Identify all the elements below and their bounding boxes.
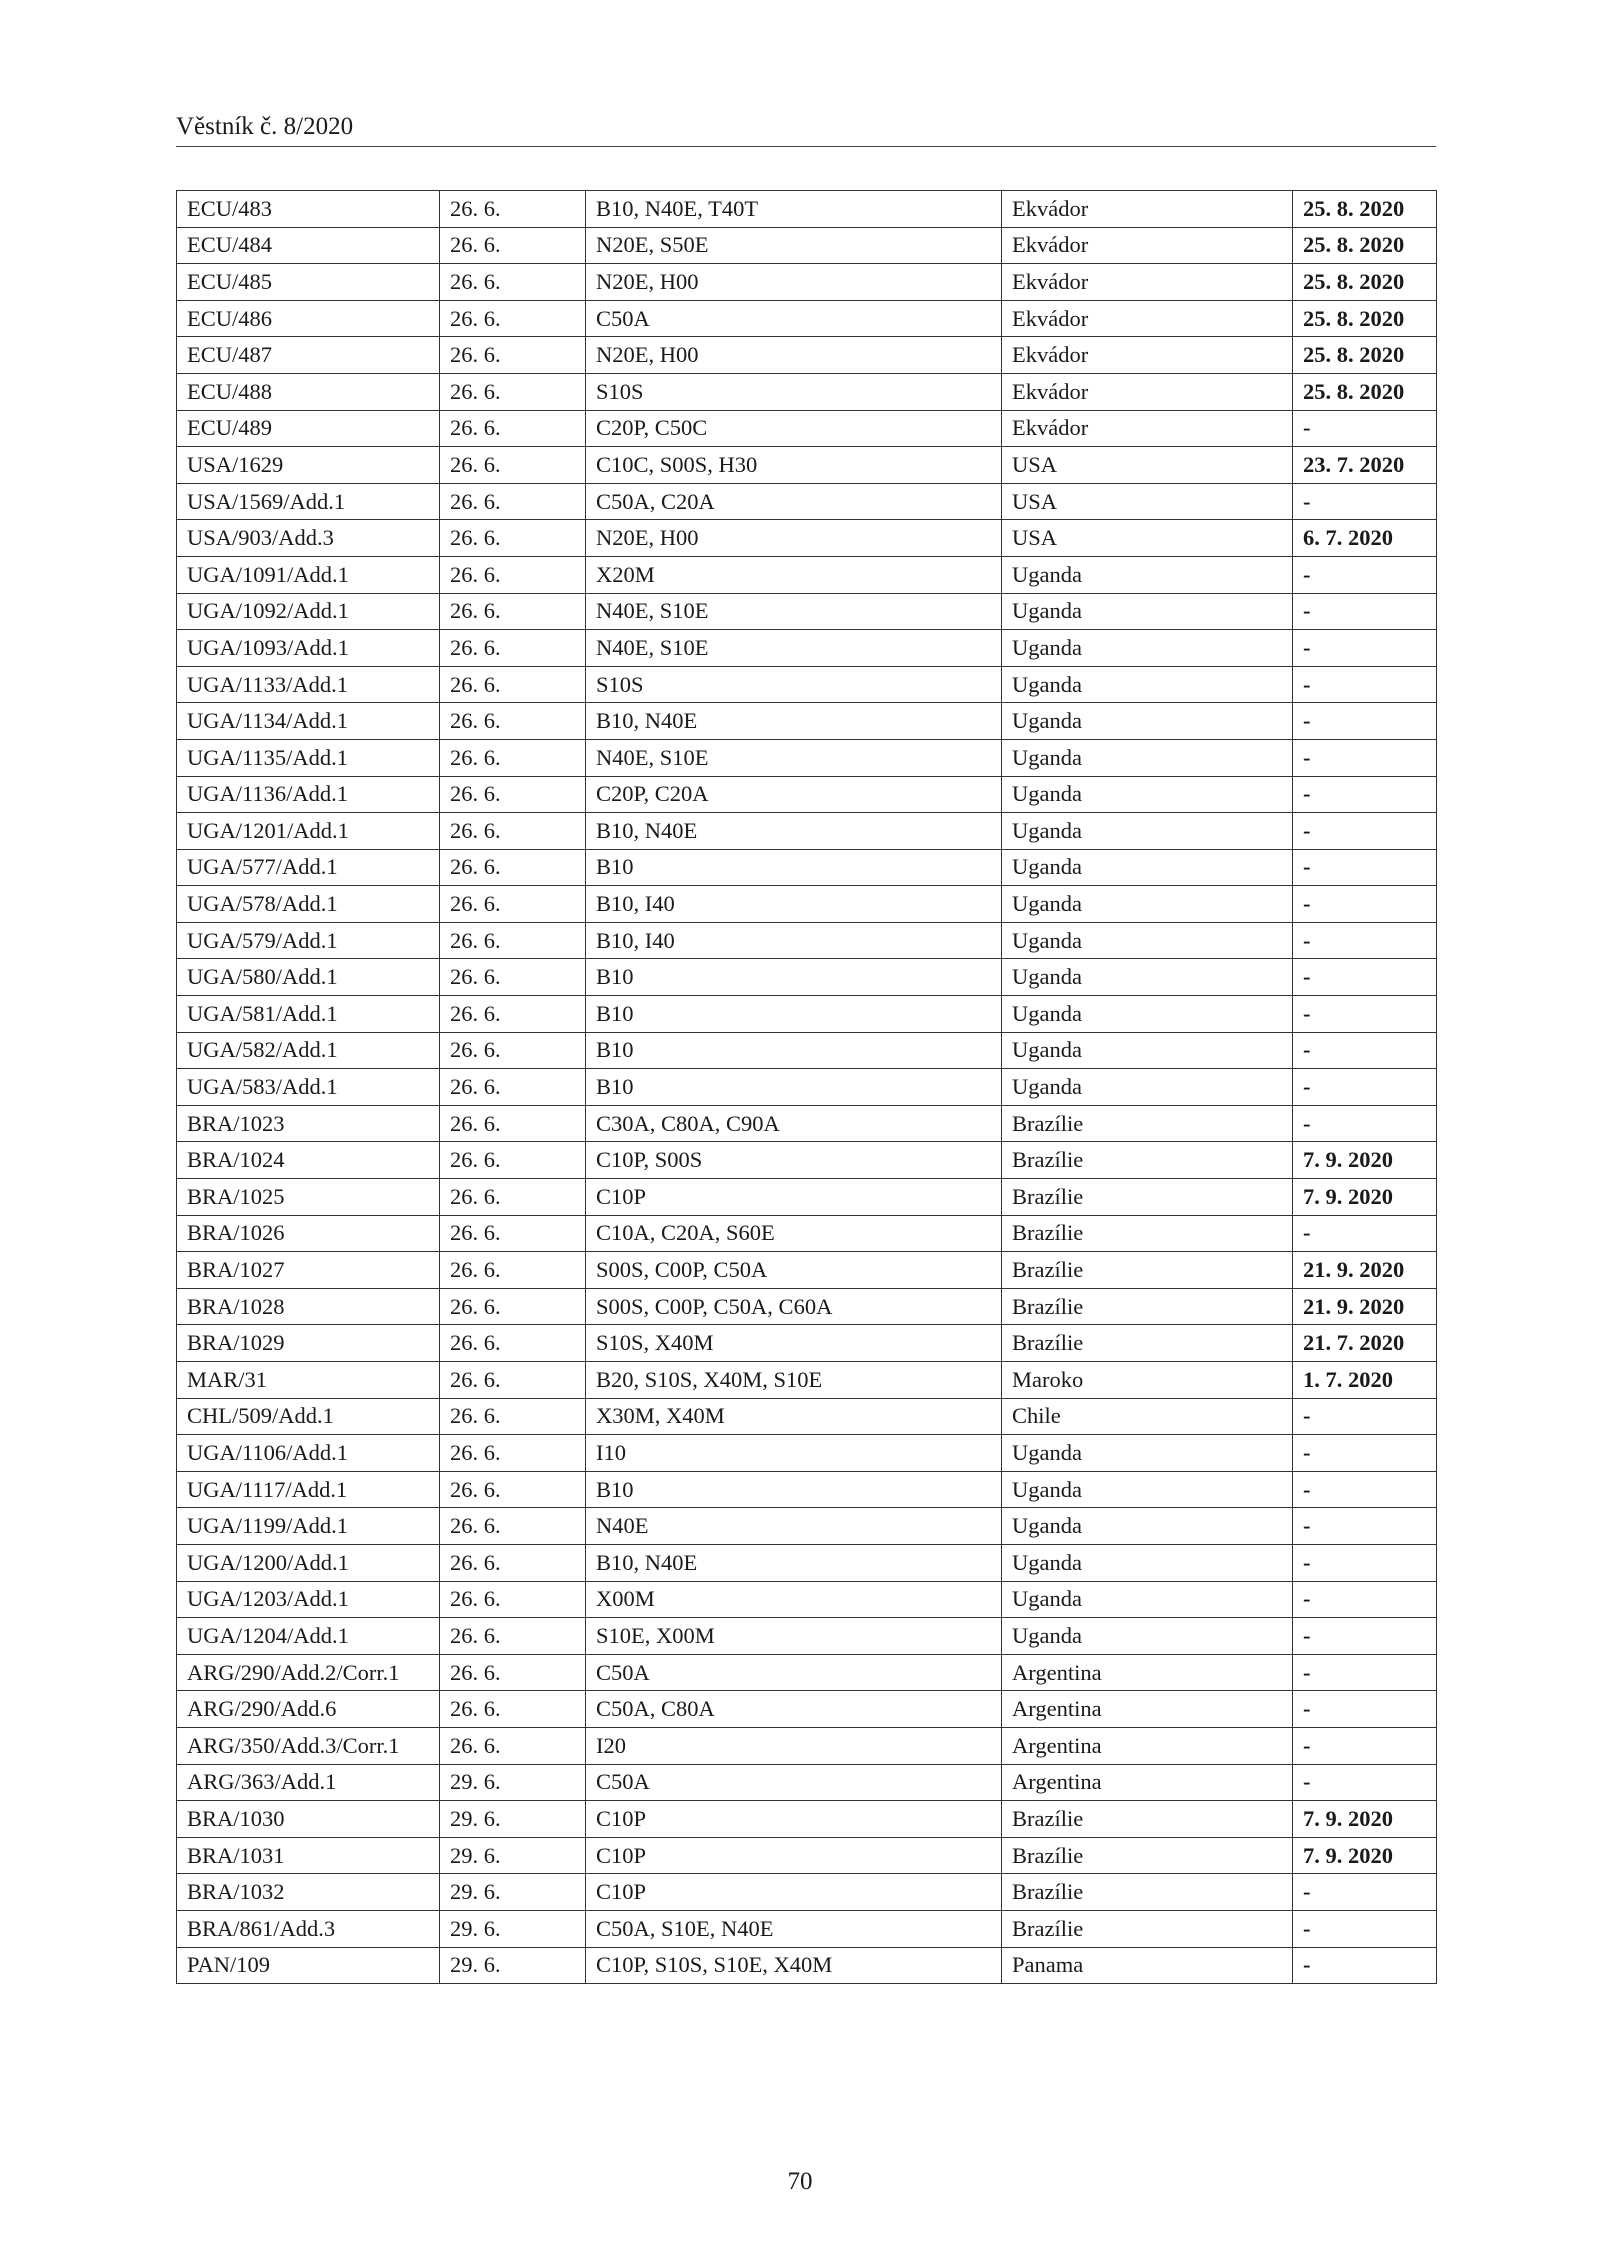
- table-row: [177, 1837, 1437, 1874]
- country-cell: Uganda: [1002, 556, 1293, 593]
- country-cell: Uganda: [1002, 1435, 1293, 1472]
- country-cell: Ekvádor: [1002, 264, 1293, 301]
- notification-date-cell: 26. 6.: [440, 593, 586, 630]
- table-row: [177, 1764, 1437, 1801]
- country-cell: Brazílie: [1002, 1252, 1293, 1289]
- product-code-cell: C30A, C80A, C90A: [586, 1105, 1002, 1142]
- document-code-cell: USA/1629: [177, 447, 440, 484]
- document-code-cell: UGA/1203/Add.1: [177, 1581, 440, 1618]
- comment-deadline-cell: 25. 8. 2020: [1293, 227, 1437, 264]
- country-cell: Uganda: [1002, 922, 1293, 959]
- comment-deadline-cell: -: [1293, 1105, 1437, 1142]
- country-cell: Brazílie: [1002, 1801, 1293, 1838]
- document-code-cell: ECU/483: [177, 191, 440, 228]
- product-code-cell: C50A, C80A: [586, 1691, 1002, 1728]
- country-cell: Uganda: [1002, 1544, 1293, 1581]
- comment-deadline-cell: -: [1293, 1398, 1437, 1435]
- notification-date-cell: 26. 6.: [440, 703, 586, 740]
- document-code-cell: UGA/1091/Add.1: [177, 556, 440, 593]
- document-code-cell: ARG/290/Add.6: [177, 1691, 440, 1728]
- product-code-cell: X30M, X40M: [586, 1398, 1002, 1435]
- product-code-cell: S10S: [586, 666, 1002, 703]
- product-code-cell: X00M: [586, 1581, 1002, 1618]
- country-cell: Argentina: [1002, 1727, 1293, 1764]
- product-code-cell: N40E: [586, 1508, 1002, 1545]
- country-cell: Argentina: [1002, 1654, 1293, 1691]
- document-code-cell: UGA/583/Add.1: [177, 1069, 440, 1106]
- comment-deadline-cell: -: [1293, 739, 1437, 776]
- comment-deadline-cell: 25. 8. 2020: [1293, 264, 1437, 301]
- product-code-cell: C20P, C50C: [586, 410, 1002, 447]
- comment-deadline-cell: -: [1293, 1069, 1437, 1106]
- product-code-cell: C10P: [586, 1837, 1002, 1874]
- table-row: [177, 1508, 1437, 1545]
- country-cell: Ekvádor: [1002, 373, 1293, 410]
- notification-date-cell: 26. 6.: [440, 1727, 586, 1764]
- notification-date-cell: 26. 6.: [440, 1288, 586, 1325]
- country-cell: Uganda: [1002, 849, 1293, 886]
- table-row: [177, 776, 1437, 813]
- comment-deadline-cell: -: [1293, 1471, 1437, 1508]
- bulletin-title: Věstník č. 8/2020: [176, 113, 354, 140]
- product-code-cell: B10, N40E, T40T: [586, 191, 1002, 228]
- notification-date-cell: 26. 6.: [440, 739, 586, 776]
- product-code-cell: B10: [586, 1069, 1002, 1106]
- document-code-cell: BRA/1028: [177, 1288, 440, 1325]
- notification-date-cell: 26. 6.: [440, 1618, 586, 1655]
- table-row: [177, 337, 1437, 374]
- document-code-cell: ECU/485: [177, 264, 440, 301]
- notification-date-cell: 26. 6.: [440, 813, 586, 850]
- country-cell: Brazílie: [1002, 1837, 1293, 1874]
- comment-deadline-cell: -: [1293, 1910, 1437, 1947]
- document-code-cell: UGA/1201/Add.1: [177, 813, 440, 850]
- comment-deadline-cell: -: [1293, 922, 1437, 959]
- country-cell: Ekvádor: [1002, 191, 1293, 228]
- country-cell: Maroko: [1002, 1362, 1293, 1399]
- country-cell: Uganda: [1002, 739, 1293, 776]
- product-code-cell: S10E, X00M: [586, 1618, 1002, 1655]
- notification-date-cell: 26. 6.: [440, 959, 586, 996]
- table-row: [177, 1654, 1437, 1691]
- table-row: [177, 447, 1437, 484]
- product-code-cell: N20E, S50E: [586, 227, 1002, 264]
- document-code-cell: UGA/579/Add.1: [177, 922, 440, 959]
- table-row: [177, 1581, 1437, 1618]
- comment-deadline-cell: -: [1293, 886, 1437, 923]
- notification-date-cell: 26. 6.: [440, 410, 586, 447]
- document-code-cell: BRA/1025: [177, 1179, 440, 1216]
- notification-date-cell: 26. 6.: [440, 1215, 586, 1252]
- country-cell: Uganda: [1002, 1618, 1293, 1655]
- comment-deadline-cell: -: [1293, 1544, 1437, 1581]
- product-code-cell: C50A: [586, 300, 1002, 337]
- country-cell: Brazílie: [1002, 1142, 1293, 1179]
- comment-deadline-cell: 25. 8. 2020: [1293, 191, 1437, 228]
- document-code-cell: UGA/1134/Add.1: [177, 703, 440, 740]
- comment-deadline-cell: 6. 7. 2020: [1293, 520, 1437, 557]
- country-cell: Argentina: [1002, 1691, 1293, 1728]
- document-code-cell: UGA/1093/Add.1: [177, 630, 440, 667]
- table-row: [177, 666, 1437, 703]
- table-row: [177, 373, 1437, 410]
- notification-date-cell: 26. 6.: [440, 1105, 586, 1142]
- comment-deadline-cell: -: [1293, 483, 1437, 520]
- product-code-cell: N20E, H00: [586, 520, 1002, 557]
- product-code-cell: C10A, C20A, S60E: [586, 1215, 1002, 1252]
- document-code-cell: ECU/486: [177, 300, 440, 337]
- notification-date-cell: 26. 6.: [440, 886, 586, 923]
- country-cell: Uganda: [1002, 886, 1293, 923]
- product-code-cell: N20E, H00: [586, 264, 1002, 301]
- document-code-cell: UGA/580/Add.1: [177, 959, 440, 996]
- product-code-cell: B10: [586, 959, 1002, 996]
- notification-date-cell: 26. 6.: [440, 1325, 586, 1362]
- country-cell: Brazílie: [1002, 1179, 1293, 1216]
- table-row: [177, 593, 1437, 630]
- notification-date-cell: 26. 6.: [440, 1691, 586, 1728]
- table-row: [177, 922, 1437, 959]
- table-row: [177, 1801, 1437, 1838]
- document-code-cell: UGA/577/Add.1: [177, 849, 440, 886]
- notification-date-cell: 29. 6.: [440, 1910, 586, 1947]
- table-row: [177, 556, 1437, 593]
- comment-deadline-cell: -: [1293, 1032, 1437, 1069]
- table-row: [177, 1471, 1437, 1508]
- product-code-cell: B10: [586, 996, 1002, 1033]
- country-cell: Ekvádor: [1002, 337, 1293, 374]
- comment-deadline-cell: -: [1293, 1618, 1437, 1655]
- table-row: [177, 1727, 1437, 1764]
- country-cell: Ekvádor: [1002, 300, 1293, 337]
- comment-deadline-cell: -: [1293, 813, 1437, 850]
- notification-date-cell: 26. 6.: [440, 520, 586, 557]
- product-code-cell: N40E, S10E: [586, 630, 1002, 667]
- product-code-cell: B10: [586, 1471, 1002, 1508]
- table-row: [177, 1544, 1437, 1581]
- product-code-cell: N40E, S10E: [586, 739, 1002, 776]
- notification-date-cell: 26. 6.: [440, 849, 586, 886]
- comment-deadline-cell: -: [1293, 959, 1437, 996]
- notification-date-cell: 26. 6.: [440, 630, 586, 667]
- product-code-cell: S00S, C00P, C50A, C60A: [586, 1288, 1002, 1325]
- document-code-cell: BRA/1024: [177, 1142, 440, 1179]
- notification-date-cell: 26. 6.: [440, 447, 586, 484]
- country-cell: USA: [1002, 447, 1293, 484]
- product-code-cell: I10: [586, 1435, 1002, 1472]
- notification-date-cell: 26. 6.: [440, 1032, 586, 1069]
- comment-deadline-cell: -: [1293, 776, 1437, 813]
- comment-deadline-cell: -: [1293, 996, 1437, 1033]
- document-code-cell: UGA/1106/Add.1: [177, 1435, 440, 1472]
- document-code-cell: MAR/31: [177, 1362, 440, 1399]
- product-code-cell: C50A, S10E, N40E: [586, 1910, 1002, 1947]
- comment-deadline-cell: 23. 7. 2020: [1293, 447, 1437, 484]
- table-row: [177, 1252, 1437, 1289]
- document-code-cell: UGA/1136/Add.1: [177, 776, 440, 813]
- comment-deadline-cell: -: [1293, 1508, 1437, 1545]
- table-row: [177, 520, 1437, 557]
- comment-deadline-cell: -: [1293, 1947, 1437, 1984]
- country-cell: Brazílie: [1002, 1874, 1293, 1911]
- notification-date-cell: 26. 6.: [440, 191, 586, 228]
- comment-deadline-cell: -: [1293, 1581, 1437, 1618]
- table-row: [177, 886, 1437, 923]
- table-row: [177, 1362, 1437, 1399]
- comment-deadline-cell: 21. 9. 2020: [1293, 1252, 1437, 1289]
- table-row: [177, 1032, 1437, 1069]
- comment-deadline-cell: 7. 9. 2020: [1293, 1801, 1437, 1838]
- table-row: [177, 813, 1437, 850]
- comment-deadline-cell: -: [1293, 849, 1437, 886]
- product-code-cell: S00S, C00P, C50A: [586, 1252, 1002, 1289]
- table-row: [177, 1215, 1437, 1252]
- product-code-cell: B10, N40E: [586, 1544, 1002, 1581]
- product-code-cell: N40E, S10E: [586, 593, 1002, 630]
- document-code-cell: ECU/484: [177, 227, 440, 264]
- country-cell: Argentina: [1002, 1764, 1293, 1801]
- country-cell: Uganda: [1002, 666, 1293, 703]
- notification-date-cell: 26. 6.: [440, 1252, 586, 1289]
- country-cell: Panama: [1002, 1947, 1293, 1984]
- country-cell: Uganda: [1002, 813, 1293, 850]
- product-code-cell: S10S: [586, 373, 1002, 410]
- document-code-cell: ARG/290/Add.2/Corr.1: [177, 1654, 440, 1691]
- comment-deadline-cell: 7. 9. 2020: [1293, 1142, 1437, 1179]
- notification-date-cell: 29. 6.: [440, 1837, 586, 1874]
- notification-date-cell: 26. 6.: [440, 556, 586, 593]
- comment-deadline-cell: 21. 7. 2020: [1293, 1325, 1437, 1362]
- product-code-cell: C10C, S00S, H30: [586, 447, 1002, 484]
- product-code-cell: C50A: [586, 1764, 1002, 1801]
- table-row: [177, 1398, 1437, 1435]
- document-code-cell: BRA/1029: [177, 1325, 440, 1362]
- comment-deadline-cell: -: [1293, 556, 1437, 593]
- document-code-cell: USA/1569/Add.1: [177, 483, 440, 520]
- country-cell: USA: [1002, 483, 1293, 520]
- country-cell: Brazílie: [1002, 1325, 1293, 1362]
- country-cell: Chile: [1002, 1398, 1293, 1435]
- comment-deadline-cell: -: [1293, 630, 1437, 667]
- table-row: [177, 1947, 1437, 1984]
- comment-deadline-cell: -: [1293, 1215, 1437, 1252]
- country-cell: Uganda: [1002, 996, 1293, 1033]
- country-cell: Brazílie: [1002, 1910, 1293, 1947]
- table-row: [177, 410, 1437, 447]
- product-code-cell: B10: [586, 849, 1002, 886]
- product-code-cell: B10, N40E: [586, 813, 1002, 850]
- table-row: [177, 1618, 1437, 1655]
- country-cell: Ekvádor: [1002, 227, 1293, 264]
- product-code-cell: C20P, C20A: [586, 776, 1002, 813]
- table-row: [177, 996, 1437, 1033]
- notification-date-cell: 26. 6.: [440, 1179, 586, 1216]
- document-code-cell: USA/903/Add.3: [177, 520, 440, 557]
- product-code-cell: B10, I40: [586, 886, 1002, 923]
- table-row: [177, 483, 1437, 520]
- notification-date-cell: 26. 6.: [440, 373, 586, 410]
- product-code-cell: C50A: [586, 1654, 1002, 1691]
- document-code-cell: UGA/581/Add.1: [177, 996, 440, 1033]
- comment-deadline-cell: -: [1293, 666, 1437, 703]
- notification-date-cell: 26. 6.: [440, 1362, 586, 1399]
- country-cell: Ekvádor: [1002, 410, 1293, 447]
- notification-date-cell: 26. 6.: [440, 1508, 586, 1545]
- notification-date-cell: 26. 6.: [440, 1069, 586, 1106]
- product-code-cell: C10P, S00S: [586, 1142, 1002, 1179]
- comment-deadline-cell: -: [1293, 1435, 1437, 1472]
- product-code-cell: C10P: [586, 1801, 1002, 1838]
- document-code-cell: BRA/1027: [177, 1252, 440, 1289]
- product-code-cell: C50A, C20A: [586, 483, 1002, 520]
- notification-table-body: [177, 191, 1437, 1984]
- comment-deadline-cell: 7. 9. 2020: [1293, 1837, 1437, 1874]
- notification-date-cell: 29. 6.: [440, 1801, 586, 1838]
- document-code-cell: UGA/1133/Add.1: [177, 666, 440, 703]
- notification-date-cell: 26. 6.: [440, 1142, 586, 1179]
- comment-deadline-cell: -: [1293, 410, 1437, 447]
- comment-deadline-cell: -: [1293, 703, 1437, 740]
- table-row: [177, 1179, 1437, 1216]
- document-code-cell: UGA/1204/Add.1: [177, 1618, 440, 1655]
- product-code-cell: B10, N40E: [586, 703, 1002, 740]
- table-row: [177, 191, 1437, 228]
- document-code-cell: BRA/1030: [177, 1801, 440, 1838]
- notification-date-cell: 26. 6.: [440, 1471, 586, 1508]
- notification-date-cell: 26. 6.: [440, 666, 586, 703]
- document-code-cell: ECU/489: [177, 410, 440, 447]
- product-code-cell: B20, S10S, X40M, S10E: [586, 1362, 1002, 1399]
- country-cell: Brazílie: [1002, 1288, 1293, 1325]
- document-code-cell: ECU/487: [177, 337, 440, 374]
- notification-date-cell: 26. 6.: [440, 922, 586, 959]
- document-code-cell: ECU/488: [177, 373, 440, 410]
- document-code-cell: UGA/1092/Add.1: [177, 593, 440, 630]
- country-cell: Uganda: [1002, 1069, 1293, 1106]
- product-code-cell: C10P: [586, 1179, 1002, 1216]
- notification-date-cell: 26. 6.: [440, 1654, 586, 1691]
- document-code-cell: UGA/582/Add.1: [177, 1032, 440, 1069]
- table-row: [177, 1435, 1437, 1472]
- document-code-cell: PAN/109: [177, 1947, 440, 1984]
- table-row: [177, 227, 1437, 264]
- table-row: [177, 703, 1437, 740]
- page-header: [176, 112, 1436, 147]
- comment-deadline-cell: 25. 8. 2020: [1293, 300, 1437, 337]
- document-code-cell: BRA/1023: [177, 1105, 440, 1142]
- product-code-cell: C10P: [586, 1874, 1002, 1911]
- page-number: 70: [787, 2168, 813, 2195]
- product-code-cell: I20: [586, 1727, 1002, 1764]
- document-code-cell: BRA/1032: [177, 1874, 440, 1911]
- comment-deadline-cell: 7. 9. 2020: [1293, 1179, 1437, 1216]
- table-row: [177, 739, 1437, 776]
- table-row: [177, 1288, 1437, 1325]
- product-code-cell: C10P, S10S, S10E, X40M: [586, 1947, 1002, 1984]
- notification-date-cell: 26. 6.: [440, 1544, 586, 1581]
- comment-deadline-cell: 21. 9. 2020: [1293, 1288, 1437, 1325]
- document-code-cell: UGA/1200/Add.1: [177, 1544, 440, 1581]
- table-row: [177, 630, 1437, 667]
- document-code-cell: UGA/1199/Add.1: [177, 1508, 440, 1545]
- table-row: [177, 1691, 1437, 1728]
- country-cell: Uganda: [1002, 1032, 1293, 1069]
- document-code-cell: BRA/861/Add.3: [177, 1910, 440, 1947]
- product-code-cell: B10, I40: [586, 922, 1002, 959]
- document-code-cell: ARG/363/Add.1: [177, 1764, 440, 1801]
- notification-date-cell: 26. 6.: [440, 264, 586, 301]
- country-cell: USA: [1002, 520, 1293, 557]
- table-row: [177, 1874, 1437, 1911]
- table-row: [177, 1325, 1437, 1362]
- country-cell: Uganda: [1002, 776, 1293, 813]
- table-row: [177, 1910, 1437, 1947]
- notification-date-cell: 26. 6.: [440, 1581, 586, 1618]
- notification-date-cell: 26. 6.: [440, 483, 586, 520]
- document-code-cell: CHL/509/Add.1: [177, 1398, 440, 1435]
- product-code-cell: X20M: [586, 556, 1002, 593]
- table-row: [177, 300, 1437, 337]
- document-code-cell: ARG/350/Add.3/Corr.1: [177, 1727, 440, 1764]
- table-row: [177, 1142, 1437, 1179]
- notification-date-cell: 29. 6.: [440, 1947, 586, 1984]
- country-cell: Uganda: [1002, 959, 1293, 996]
- document-code-cell: BRA/1031: [177, 1837, 440, 1874]
- country-cell: Uganda: [1002, 1471, 1293, 1508]
- notification-date-cell: 29. 6.: [440, 1874, 586, 1911]
- comment-deadline-cell: -: [1293, 593, 1437, 630]
- comment-deadline-cell: 25. 8. 2020: [1293, 373, 1437, 410]
- comment-deadline-cell: -: [1293, 1654, 1437, 1691]
- country-cell: Uganda: [1002, 593, 1293, 630]
- table-row: [177, 959, 1437, 996]
- country-cell: Uganda: [1002, 630, 1293, 667]
- table-row: [177, 1069, 1437, 1106]
- country-cell: Brazílie: [1002, 1215, 1293, 1252]
- notification-date-cell: 26. 6.: [440, 1435, 586, 1472]
- comment-deadline-cell: -: [1293, 1764, 1437, 1801]
- product-code-cell: B10: [586, 1032, 1002, 1069]
- comment-deadline-cell: -: [1293, 1727, 1437, 1764]
- table-row: [177, 1105, 1437, 1142]
- product-code-cell: N20E, H00: [586, 337, 1002, 374]
- country-cell: Uganda: [1002, 1508, 1293, 1545]
- document-code-cell: UGA/578/Add.1: [177, 886, 440, 923]
- comment-deadline-cell: 25. 8. 2020: [1293, 337, 1437, 374]
- notification-date-cell: 26. 6.: [440, 337, 586, 374]
- notification-table: [176, 190, 1437, 1984]
- notification-date-cell: 26. 6.: [440, 776, 586, 813]
- country-cell: Uganda: [1002, 1581, 1293, 1618]
- table-row: [177, 849, 1437, 886]
- comment-deadline-cell: -: [1293, 1691, 1437, 1728]
- notification-date-cell: 26. 6.: [440, 300, 586, 337]
- document-code-cell: UGA/1135/Add.1: [177, 739, 440, 776]
- notification-date-cell: 26. 6.: [440, 996, 586, 1033]
- country-cell: Brazílie: [1002, 1105, 1293, 1142]
- table-row: [177, 264, 1437, 301]
- country-cell: Uganda: [1002, 703, 1293, 740]
- product-code-cell: S10S, X40M: [586, 1325, 1002, 1362]
- document-code-cell: BRA/1026: [177, 1215, 440, 1252]
- document-code-cell: UGA/1117/Add.1: [177, 1471, 440, 1508]
- comment-deadline-cell: 1. 7. 2020: [1293, 1362, 1437, 1399]
- notification-date-cell: 29. 6.: [440, 1764, 586, 1801]
- notification-date-cell: 26. 6.: [440, 227, 586, 264]
- notification-date-cell: 26. 6.: [440, 1398, 586, 1435]
- comment-deadline-cell: -: [1293, 1874, 1437, 1911]
